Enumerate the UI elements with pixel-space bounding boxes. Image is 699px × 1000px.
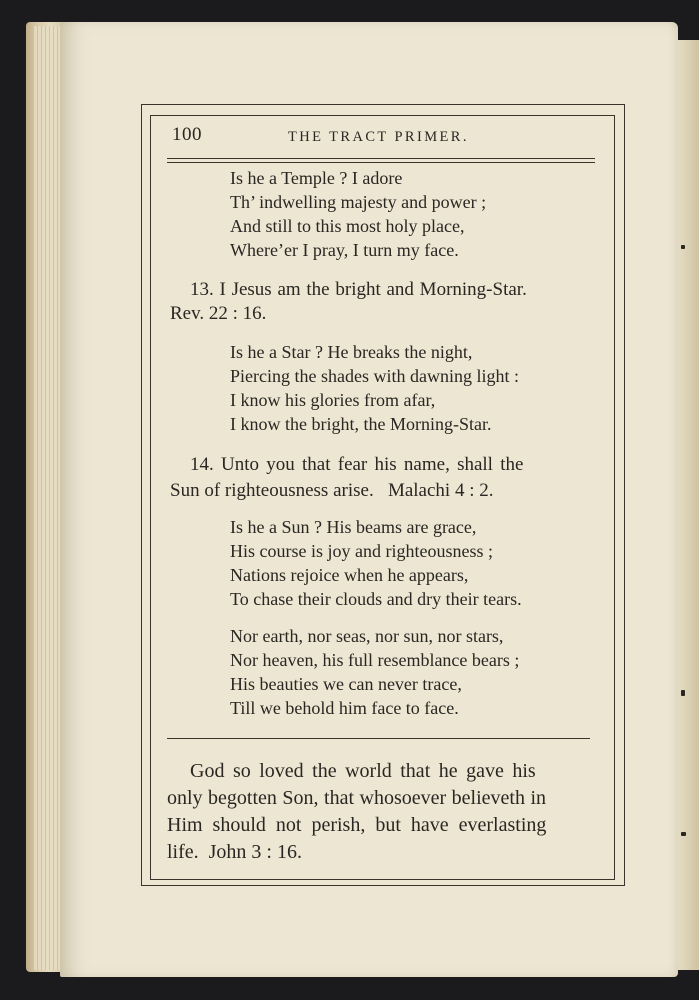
closing-verse-line: only begotten Son, that whosoever believeth in bbox=[167, 787, 547, 809]
header-rule-top bbox=[167, 158, 595, 159]
verse-line: To chase their clouds and dry their tears. bbox=[230, 589, 522, 609]
verse-line: I know the bright, the Morning-Star. bbox=[230, 414, 492, 434]
verse-line: Where’er I pray, I turn my face. bbox=[230, 240, 459, 260]
verse-line: Piercing the shades with dawning light : bbox=[230, 366, 519, 386]
verse-line: Nor heaven, his full resemblance bears ; bbox=[230, 650, 520, 670]
verse-line: Till we behold him face to face. bbox=[230, 698, 459, 718]
verse-line: His course is joy and righteousness ; bbox=[230, 541, 493, 561]
verse-line: Is he a Sun ? His beams are grace, bbox=[230, 517, 477, 537]
facing-page-edge bbox=[678, 40, 699, 970]
page-number: 100 bbox=[172, 124, 202, 145]
verse-line: And still to this most holy place, bbox=[230, 216, 465, 236]
ink-speck bbox=[681, 690, 685, 696]
scripture-item-14-line1: 14. Unto you that fear his name, shall the bbox=[190, 454, 524, 475]
scripture-item-13-line2: Rev. 22 : 16. bbox=[170, 303, 267, 324]
closing-verse-line: life. John 3 : 16. bbox=[167, 841, 302, 863]
scripture-item-13-line1: 13. I Jesus am the bright and Morning-Star. bbox=[190, 279, 527, 300]
verse-line: Th’ indwelling majesty and power ; bbox=[230, 192, 487, 212]
closing-verse-line: Him should not perish, but have everlasting bbox=[167, 814, 547, 836]
ink-speck bbox=[681, 245, 685, 249]
header-rule-bottom bbox=[167, 162, 595, 163]
section-divider bbox=[167, 738, 590, 739]
verse-line: His beauties we can never trace, bbox=[230, 674, 462, 694]
verse-line: Is he a Temple ? I adore bbox=[230, 168, 403, 188]
verse-line: Nor earth, nor seas, nor sun, nor stars, bbox=[230, 626, 504, 646]
scripture-item-14-line2: Sun of righteousness arise. Malachi 4 : 2. bbox=[170, 480, 494, 501]
verse-line: Is he a Star ? He breaks the night, bbox=[230, 342, 473, 362]
verse-line: Nations rejoice when he appears, bbox=[230, 565, 469, 585]
ink-speck bbox=[681, 832, 686, 836]
closing-verse-line: God so loved the world that he gave his bbox=[190, 760, 536, 782]
running-title: THE TRACT PRIMER. bbox=[288, 129, 469, 145]
verse-line: I know his glories from afar, bbox=[230, 390, 436, 410]
